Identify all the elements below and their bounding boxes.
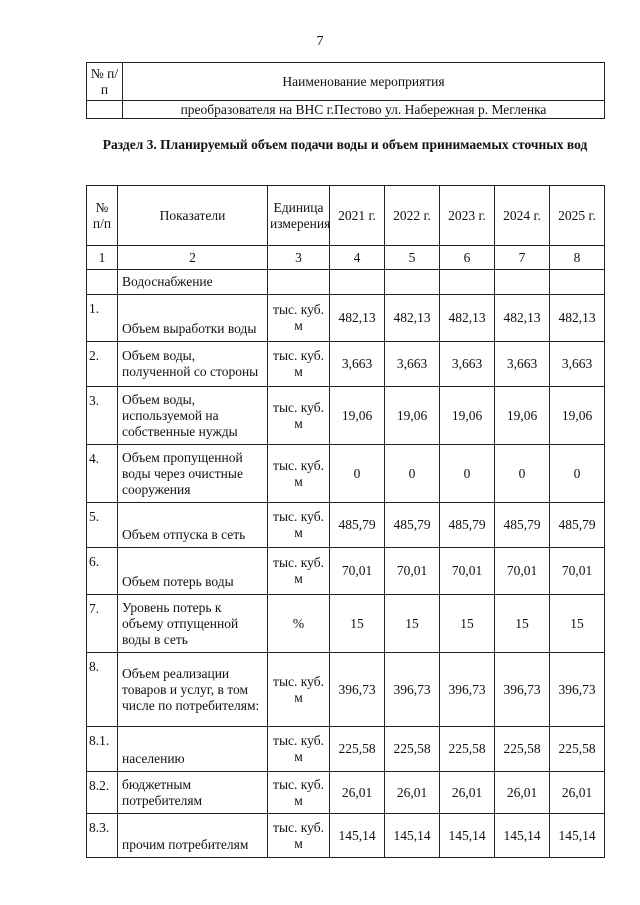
prev-col-no: № п/п [87, 63, 123, 101]
table-row [87, 295, 605, 342]
row-unit: тыс. куб. м [268, 295, 330, 342]
table-row [87, 653, 605, 727]
row-value: 145,14 [550, 814, 605, 858]
row-value: 26,01 [385, 772, 440, 814]
row-value: 225,58 [330, 727, 385, 772]
prev-col-name: Наименование мероприятия [123, 63, 605, 101]
row-value: 0 [385, 445, 440, 503]
row-indicator: бюджетным потребителям [118, 772, 268, 814]
row-value: 3,663 [550, 342, 605, 387]
row-number: 1. [87, 295, 118, 342]
row-value: 485,79 [495, 503, 550, 548]
row-indicator: прочим потребителям [118, 814, 268, 858]
row-value: 225,58 [550, 727, 605, 772]
row-value: 70,01 [550, 548, 605, 595]
row-value: 3,663 [440, 342, 495, 387]
row-indicator: населению [118, 727, 268, 772]
row-value: 19,06 [330, 387, 385, 445]
row-unit: тыс. куб. м [268, 548, 330, 595]
section-title: Раздел 3. Планируемый объем подачи воды и объем принимаемых сточных вод [102, 137, 588, 152]
row-value: 70,01 [440, 548, 495, 595]
row-value: 145,14 [385, 814, 440, 858]
row-value: 485,79 [385, 503, 440, 548]
table-row [87, 727, 605, 772]
row-value: 145,14 [495, 814, 550, 858]
row-value: 3,663 [330, 342, 385, 387]
row-value: 19,06 [385, 387, 440, 445]
group-row [87, 270, 605, 295]
row-unit: тыс. куб. м [268, 814, 330, 858]
row-value: 19,06 [550, 387, 605, 445]
row-value: 0 [440, 445, 495, 503]
row-value: 26,01 [550, 772, 605, 814]
row-indicator: Объем пропущенной воды через очистные сооружения [118, 445, 268, 503]
row-unit: тыс. куб. м [268, 445, 330, 503]
row-indicator: Объем потерь воды [118, 548, 268, 595]
header-year: 2025 г. [550, 186, 605, 246]
row-number: 8.2. [87, 772, 118, 814]
row-value: 70,01 [330, 548, 385, 595]
row-number: 4. [87, 445, 118, 503]
index-cell: 4 [330, 246, 385, 270]
row-value: 396,73 [495, 653, 550, 727]
index-cell: 2 [118, 246, 268, 270]
row-value: 0 [495, 445, 550, 503]
row-number: 7. [87, 595, 118, 653]
row-value: 485,79 [440, 503, 495, 548]
header-year: 2024 г. [495, 186, 550, 246]
row-indicator: Объем выработки воды [118, 295, 268, 342]
row-value: 19,06 [440, 387, 495, 445]
row-value: 3,663 [385, 342, 440, 387]
row-unit: тыс. куб. м [268, 387, 330, 445]
header-row [87, 186, 605, 246]
row-value: 485,79 [330, 503, 385, 548]
row-value: 145,14 [330, 814, 385, 858]
row-value: 396,73 [330, 653, 385, 727]
row-unit: тыс. куб. м [268, 342, 330, 387]
header-year: 2023 г. [440, 186, 495, 246]
row-value: 3,663 [495, 342, 550, 387]
row-indicator: Объем воды, используемой на собственные нужды [118, 387, 268, 445]
row-number: 8.3. [87, 814, 118, 858]
header-unit: Единица измерения [268, 186, 330, 246]
row-value: 145,14 [440, 814, 495, 858]
water-volume-table [86, 185, 605, 858]
index-cell: 8 [550, 246, 605, 270]
table-row [87, 772, 605, 814]
row-value: 396,73 [385, 653, 440, 727]
table-row [87, 342, 605, 387]
header-year: 2022 г. [385, 186, 440, 246]
row-indicator: Объем воды, полученной со стороны [118, 342, 268, 387]
row-value: 15 [550, 595, 605, 653]
index-row [87, 246, 605, 270]
row-value: 482,13 [385, 295, 440, 342]
row-number: 5. [87, 503, 118, 548]
row-value: 396,73 [440, 653, 495, 727]
row-value: 482,13 [330, 295, 385, 342]
row-indicator: Уровень потерь к объему отпущенной воды в сеть [118, 595, 268, 653]
index-cell: 7 [495, 246, 550, 270]
row-number: 8. [87, 653, 118, 727]
row-unit: тыс. куб. м [268, 653, 330, 727]
index-cell: 1 [87, 246, 118, 270]
row-unit: % [268, 595, 330, 653]
row-unit: тыс. куб. м [268, 772, 330, 814]
row-unit: тыс. куб. м [268, 503, 330, 548]
row-value: 70,01 [495, 548, 550, 595]
row-value: 225,58 [495, 727, 550, 772]
table-row [87, 503, 605, 548]
table-row [87, 595, 605, 653]
header-indicator: Показатели [118, 186, 268, 246]
row-value: 482,13 [550, 295, 605, 342]
row-value: 15 [440, 595, 495, 653]
prev-empty-cell [87, 101, 123, 119]
row-value: 26,01 [330, 772, 385, 814]
row-value: 225,58 [385, 727, 440, 772]
previous-table-fragment [86, 62, 605, 119]
header-no: № п/п [87, 186, 118, 246]
group-label: Водоснабжение [118, 270, 268, 295]
row-value: 482,13 [440, 295, 495, 342]
row-value: 485,79 [550, 503, 605, 548]
row-value: 0 [330, 445, 385, 503]
row-value: 225,58 [440, 727, 495, 772]
row-value: 26,01 [440, 772, 495, 814]
row-value: 396,73 [550, 653, 605, 727]
row-number: 6. [87, 548, 118, 595]
row-number: 2. [87, 342, 118, 387]
row-value: 15 [385, 595, 440, 653]
row-value: 70,01 [385, 548, 440, 595]
row-value: 15 [495, 595, 550, 653]
header-year: 2021 г. [330, 186, 385, 246]
row-number: 8.1. [87, 727, 118, 772]
table-row [87, 445, 605, 503]
table-row [87, 814, 605, 858]
row-value: 15 [330, 595, 385, 653]
row-indicator: Объем отпуска в сеть [118, 503, 268, 548]
index-cell: 5 [385, 246, 440, 270]
row-number: 3. [87, 387, 118, 445]
table-row [87, 387, 605, 445]
row-value: 0 [550, 445, 605, 503]
table-row [87, 548, 605, 595]
row-value: 482,13 [495, 295, 550, 342]
row-value: 26,01 [495, 772, 550, 814]
prev-row-text: преобразователя на ВНС г.Пестово ул. Набережная р. Мегленка [123, 101, 605, 119]
row-value: 19,06 [495, 387, 550, 445]
index-cell: 6 [440, 246, 495, 270]
page-number: 7 [316, 34, 324, 49]
index-cell: 3 [268, 246, 330, 270]
row-unit: тыс. куб. м [268, 727, 330, 772]
row-indicator: Объем реализации товаров и услуг, в том числе по потребителям: [118, 653, 268, 727]
